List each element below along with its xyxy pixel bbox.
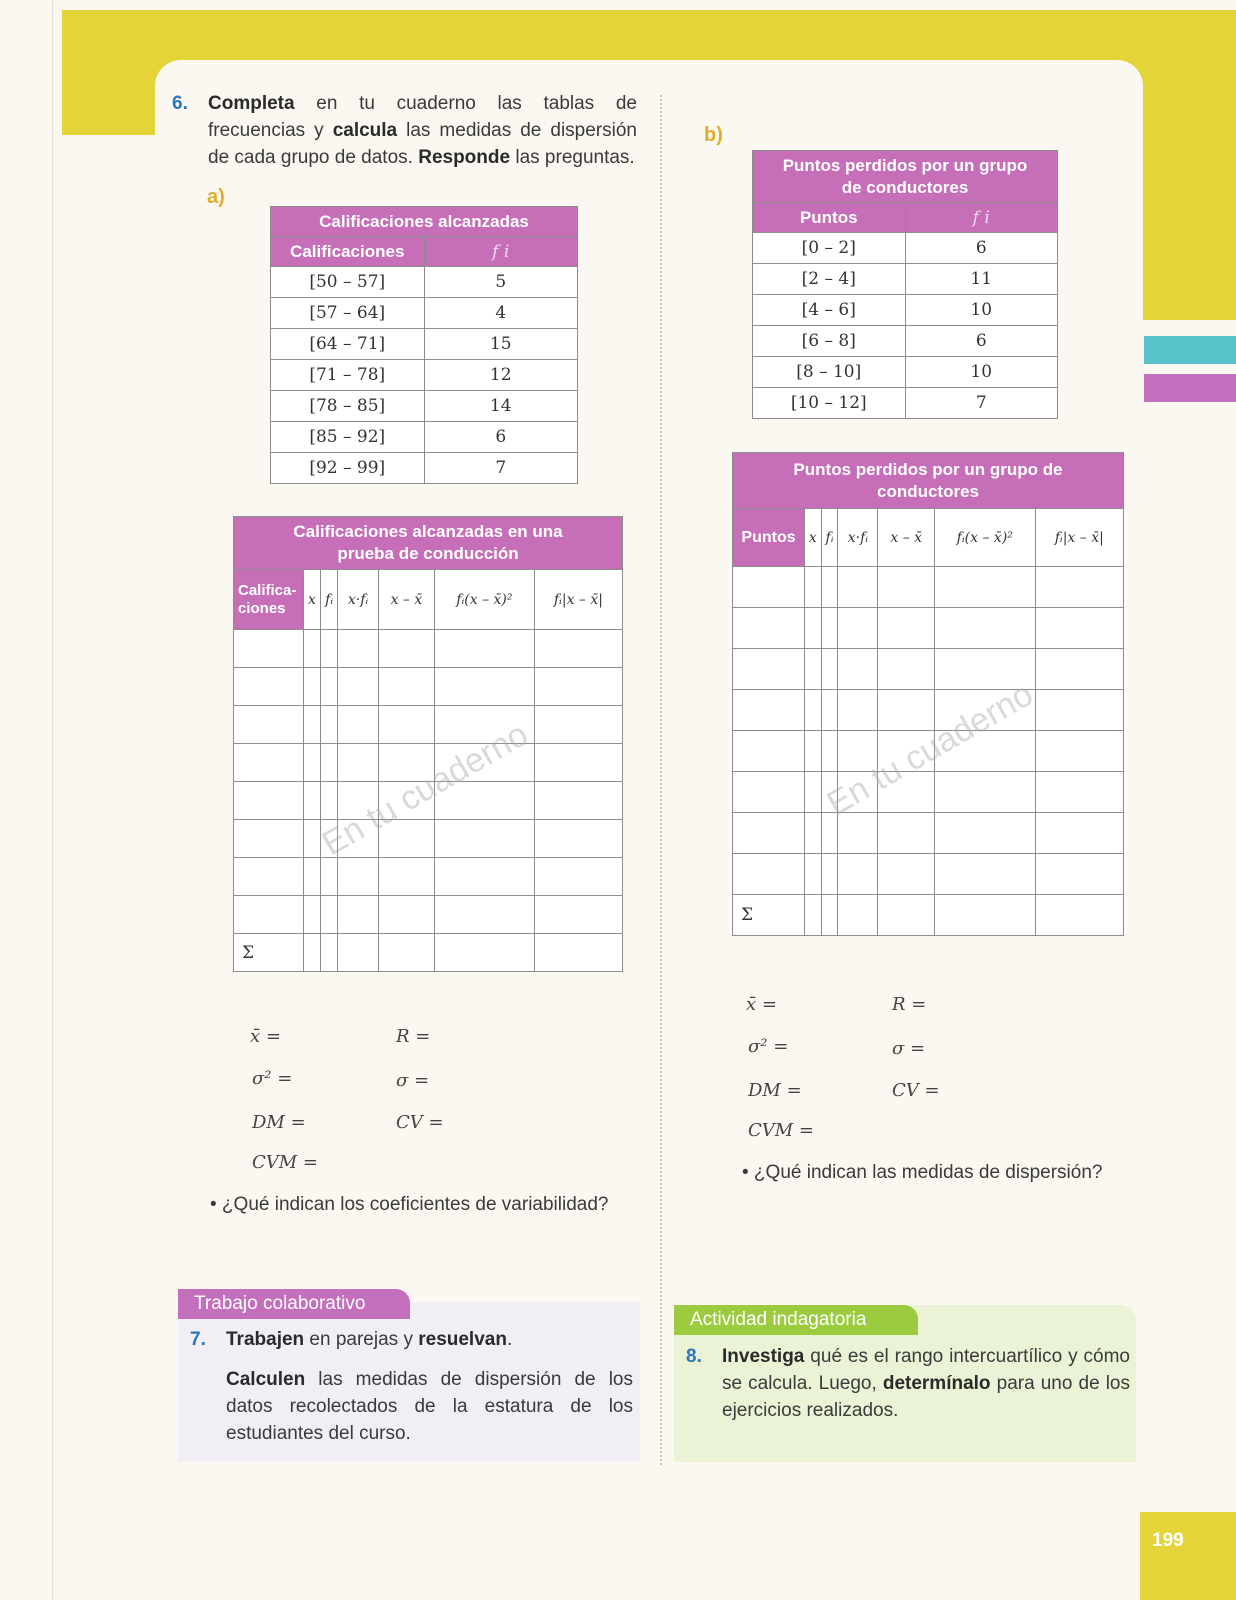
- page-number-box: [1140, 1512, 1236, 1600]
- frequency-cell: 12: [424, 360, 578, 391]
- text: qué es el rango intercuartílico y cómo se calcula. Luego,: [722, 1346, 1130, 1394]
- blank-cell: [434, 820, 534, 858]
- blank-cell: [821, 608, 838, 649]
- interval-cell: [8 – 10]: [753, 357, 906, 388]
- table-calificaciones: [270, 206, 578, 484]
- column-header: Puntos: [753, 203, 906, 233]
- column-header: fᵢ(x – x̄)²: [434, 570, 534, 630]
- interval-cell: [92 – 99]: [271, 453, 425, 484]
- blank-cell: [935, 567, 1035, 608]
- blank-cell: [805, 690, 822, 731]
- blank-cell: [878, 690, 935, 731]
- frequency-cell: 7: [905, 388, 1058, 419]
- blank-cell: [878, 649, 935, 690]
- table-row: [234, 934, 623, 972]
- blank-cell: [304, 744, 321, 782]
- frequency-cell: 7: [424, 453, 578, 484]
- blank-cell: [320, 744, 337, 782]
- formula-variance: σ² =: [748, 1036, 789, 1057]
- blank-cell: [805, 567, 822, 608]
- blank-cell: [304, 934, 321, 972]
- side-band: [1136, 10, 1236, 320]
- keyword: Calculen: [226, 1369, 306, 1390]
- table-row: [753, 233, 1058, 264]
- blank-cell: [434, 630, 534, 668]
- table-title: Calificaciones alcanzadas en una prueba de conducción: [234, 517, 623, 570]
- label-b: b): [704, 124, 723, 146]
- blank-cell: [338, 706, 379, 744]
- blank-cell: [234, 630, 304, 668]
- column-header: x – x̄: [878, 509, 935, 567]
- blank-cell: [733, 813, 805, 854]
- blank-cell: [234, 782, 304, 820]
- table-title: Puntos perdidos por un grupo de conductores: [733, 453, 1124, 509]
- formula-sigma: σ =: [396, 1070, 430, 1091]
- formula-range: R =: [396, 1026, 431, 1047]
- formula-variance: σ² =: [252, 1068, 293, 1089]
- blank-cell: [878, 895, 935, 936]
- blank-cell: [534, 858, 622, 896]
- formula-cvm: CVM =: [748, 1120, 815, 1141]
- section-tab-pink: [1144, 374, 1236, 402]
- blank-cell: [935, 772, 1035, 813]
- blank-cell: [534, 934, 622, 972]
- table-row: [753, 388, 1058, 419]
- text: las medidas de dispersión de los datos recolectados de la estatura de los estudiantes del curso.: [226, 1369, 633, 1444]
- blank-cell: [378, 858, 434, 896]
- keyword: resuelvan: [418, 1329, 507, 1350]
- blank-cell: [805, 813, 822, 854]
- blank-cell: [733, 649, 805, 690]
- column-header: Califica-ciones: [234, 570, 304, 630]
- column-header: f i: [424, 237, 578, 267]
- blank-cell: [805, 895, 822, 936]
- formula-sigma: σ =: [892, 1038, 926, 1059]
- blank-cell: [234, 858, 304, 896]
- frequency-cell: 10: [905, 295, 1058, 326]
- formula-dm: DM =: [748, 1080, 802, 1101]
- blank-cell: [1035, 895, 1123, 936]
- blank-cell: [534, 782, 622, 820]
- column-header: x: [805, 509, 822, 567]
- table-row: [271, 360, 578, 391]
- column-header: x: [304, 570, 321, 630]
- column-header: fᵢ|x – x̄|: [1035, 509, 1123, 567]
- blank-cell: [821, 895, 838, 936]
- blank-cell: [338, 668, 379, 706]
- column-header: fᵢ|x – x̄|: [534, 570, 622, 630]
- blank-cell: [320, 782, 337, 820]
- column-header: fᵢ(x – x̄)²: [935, 509, 1035, 567]
- blank-cell: [1035, 690, 1123, 731]
- blank-cell: [838, 690, 878, 731]
- interval-cell: [71 – 78]: [271, 360, 425, 391]
- blank-cell: [434, 668, 534, 706]
- question-a: • ¿Qué indican los coeficientes de variabilidad?: [210, 1194, 609, 1215]
- frequency-cell: 14: [424, 391, 578, 422]
- table-row: [234, 820, 623, 858]
- blank-cell: [378, 706, 434, 744]
- column-header: x·fᵢ: [838, 509, 878, 567]
- interval-cell: [57 – 64]: [271, 298, 425, 329]
- keyword: Completa: [208, 93, 295, 114]
- text: .: [506, 1329, 513, 1350]
- blank-cell: [234, 820, 304, 858]
- formula-cv: CV =: [892, 1080, 940, 1101]
- blank-cell: [805, 649, 822, 690]
- column-header: fᵢ: [821, 509, 838, 567]
- blank-cell: [534, 630, 622, 668]
- blank-cell: [320, 896, 337, 934]
- blank-cell: [733, 690, 805, 731]
- blank-cell: [1035, 608, 1123, 649]
- exercise-7-text: [226, 1326, 633, 1353]
- interval-cell: [6 – 8]: [753, 326, 906, 357]
- table-row: [271, 422, 578, 453]
- table-title: Puntos perdidos por un grupo de conductores: [753, 151, 1058, 203]
- blank-cell: [821, 649, 838, 690]
- interval-cell: [64 – 71]: [271, 329, 425, 360]
- table-row: [234, 706, 623, 744]
- table-row: [733, 690, 1124, 731]
- table-row: [733, 895, 1124, 936]
- table-row: [234, 668, 623, 706]
- keyword: Responde: [418, 147, 511, 168]
- blank-cell: [234, 668, 304, 706]
- blank-cell: [733, 731, 805, 772]
- blank-cell: [838, 567, 878, 608]
- blank-cell: [304, 858, 321, 896]
- blank-cell: [821, 567, 838, 608]
- page-number: 199: [1152, 1530, 1184, 1551]
- blank-cell: [805, 608, 822, 649]
- blank-cell: [534, 706, 622, 744]
- table-row: [733, 649, 1124, 690]
- blank-cell: [320, 668, 337, 706]
- blank-cell: [733, 567, 805, 608]
- blank-cell: [838, 649, 878, 690]
- table-row: [733, 813, 1124, 854]
- work-table-a: [233, 516, 623, 972]
- blank-cell: [338, 934, 379, 972]
- blank-cell: [534, 896, 622, 934]
- blank-cell: [434, 896, 534, 934]
- blank-cell: [733, 854, 805, 895]
- blank-cell: [935, 895, 1035, 936]
- blank-cell: [304, 706, 321, 744]
- exercise-8: [686, 1343, 1130, 1424]
- page-edge-line: [52, 0, 53, 1600]
- blank-cell: [378, 896, 434, 934]
- watermark: En tu cuaderno: [820, 674, 1040, 824]
- blank-cell: [935, 813, 1035, 854]
- blank-cell: [304, 630, 321, 668]
- question-b: • ¿Qué indican las medidas de dispersión?: [742, 1162, 1103, 1183]
- frequency-cell: 15: [424, 329, 578, 360]
- table-row: [271, 453, 578, 484]
- sum-cell: Σ: [733, 895, 805, 936]
- table-row: [271, 329, 578, 360]
- blank-cell: [378, 668, 434, 706]
- blank-cell: [1035, 731, 1123, 772]
- column-divider: [660, 95, 662, 1465]
- blank-cell: [338, 858, 379, 896]
- table-row: [753, 295, 1058, 326]
- blank-cell: [733, 772, 805, 813]
- blank-cell: [805, 731, 822, 772]
- formula-dm: DM =: [252, 1112, 306, 1133]
- blank-cell: [234, 706, 304, 744]
- blank-cell: [234, 744, 304, 782]
- table-puntos: [752, 150, 1058, 419]
- text: en tu cuaderno las tablas de frecuencias y: [208, 93, 637, 141]
- interval-cell: [78 – 85]: [271, 391, 425, 422]
- table-row: [234, 630, 623, 668]
- blank-cell: [320, 630, 337, 668]
- interval-cell: [50 – 57]: [271, 267, 425, 298]
- blank-cell: [821, 813, 838, 854]
- blank-cell: [805, 772, 822, 813]
- inquiry-tag: Actividad indagatoria: [674, 1305, 918, 1335]
- table-row: [234, 858, 623, 896]
- blank-cell: [434, 858, 534, 896]
- formula-mean: x̄ =: [250, 1026, 281, 1047]
- table-row: [234, 896, 623, 934]
- interval-cell: [10 – 12]: [753, 388, 906, 419]
- table-row: [753, 264, 1058, 295]
- exercise-number: 6.: [172, 93, 188, 114]
- work-table-b: [732, 452, 1124, 936]
- table-row: [733, 854, 1124, 895]
- keyword: Investiga: [722, 1346, 805, 1367]
- frequency-cell: 6: [905, 233, 1058, 264]
- section-tab-teal: [1144, 336, 1236, 364]
- exercise-number: 7.: [190, 1329, 206, 1350]
- blank-cell: [1035, 772, 1123, 813]
- blank-cell: [304, 668, 321, 706]
- keyword: calcula: [332, 120, 398, 141]
- interval-cell: [2 – 4]: [753, 264, 906, 295]
- blank-cell: [878, 608, 935, 649]
- frequency-cell: 10: [905, 357, 1058, 388]
- blank-cell: [878, 813, 935, 854]
- table-row: [733, 608, 1124, 649]
- frequency-cell: 6: [905, 326, 1058, 357]
- text: en parejas y: [304, 1329, 419, 1350]
- column-header: fᵢ: [320, 570, 337, 630]
- column-header: Calificaciones: [271, 237, 425, 267]
- exercise-7: [190, 1326, 633, 1353]
- keyword: Trabajen: [226, 1329, 305, 1350]
- blank-cell: [304, 820, 321, 858]
- table-title: Calificaciones alcanzadas: [271, 207, 578, 237]
- table-row: [271, 298, 578, 329]
- blank-cell: [534, 820, 622, 858]
- formula-cvm: CVM =: [252, 1152, 319, 1173]
- blank-cell: [378, 630, 434, 668]
- exercise-6-text: [208, 90, 637, 171]
- blank-cell: [304, 782, 321, 820]
- interval-cell: [85 – 92]: [271, 422, 425, 453]
- blank-cell: [338, 630, 379, 668]
- watermark: En tu cuaderno: [315, 714, 535, 864]
- blank-cell: [821, 690, 838, 731]
- blank-cell: [434, 934, 534, 972]
- blank-cell: [234, 896, 304, 934]
- blank-cell: [378, 934, 434, 972]
- blank-cell: [838, 895, 878, 936]
- frequency-cell: 5: [424, 267, 578, 298]
- blank-cell: [1035, 649, 1123, 690]
- blank-cell: [838, 854, 878, 895]
- blank-cell: [320, 706, 337, 744]
- blank-cell: [805, 854, 822, 895]
- keyword: determínalo: [882, 1373, 991, 1394]
- interval-cell: [0 – 2]: [753, 233, 906, 264]
- blank-cell: [935, 608, 1035, 649]
- blank-cell: [838, 608, 878, 649]
- text: para uno de los ejercicios realizados.: [722, 1373, 1130, 1421]
- blank-cell: [878, 854, 935, 895]
- column-header: x – x̄: [378, 570, 434, 630]
- blank-cell: [338, 744, 379, 782]
- collab-tag: Trabajo colaborativo: [178, 1289, 410, 1319]
- label-a: a): [207, 186, 225, 208]
- frequency-cell: 6: [424, 422, 578, 453]
- column-header: Puntos: [733, 509, 805, 567]
- formula-range: R =: [892, 994, 927, 1015]
- blank-cell: [304, 896, 321, 934]
- blank-cell: [1035, 567, 1123, 608]
- blank-cell: [821, 731, 838, 772]
- table-row: [733, 567, 1124, 608]
- blank-cell: [733, 608, 805, 649]
- interval-cell: [4 – 6]: [753, 295, 906, 326]
- table-row: [271, 267, 578, 298]
- blank-cell: [534, 668, 622, 706]
- text: las preguntas.: [510, 147, 635, 168]
- text: las medidas de dispersión de cada grupo de datos.: [208, 120, 637, 168]
- blank-cell: [534, 744, 622, 782]
- frequency-cell: 4: [424, 298, 578, 329]
- frequency-cell: 11: [905, 264, 1058, 295]
- blank-cell: [878, 567, 935, 608]
- formula-cv: CV =: [396, 1112, 444, 1133]
- table-row: [753, 326, 1058, 357]
- column-header: f i: [905, 203, 1058, 233]
- table-row: [733, 772, 1124, 813]
- exercise-6: [172, 90, 637, 171]
- blank-cell: [935, 854, 1035, 895]
- formula-mean: x̄ =: [746, 994, 777, 1015]
- sum-cell: Σ: [234, 934, 304, 972]
- exercise-number: 8.: [686, 1346, 702, 1367]
- blank-cell: [338, 896, 379, 934]
- table-row: [753, 357, 1058, 388]
- blank-cell: [821, 854, 838, 895]
- blank-cell: [1035, 854, 1123, 895]
- exercise-7-detail: [226, 1366, 633, 1447]
- table-row: [271, 391, 578, 422]
- exercise-8-text: [722, 1343, 1130, 1424]
- blank-cell: [320, 934, 337, 972]
- blank-cell: [1035, 813, 1123, 854]
- column-header: x·fᵢ: [338, 570, 379, 630]
